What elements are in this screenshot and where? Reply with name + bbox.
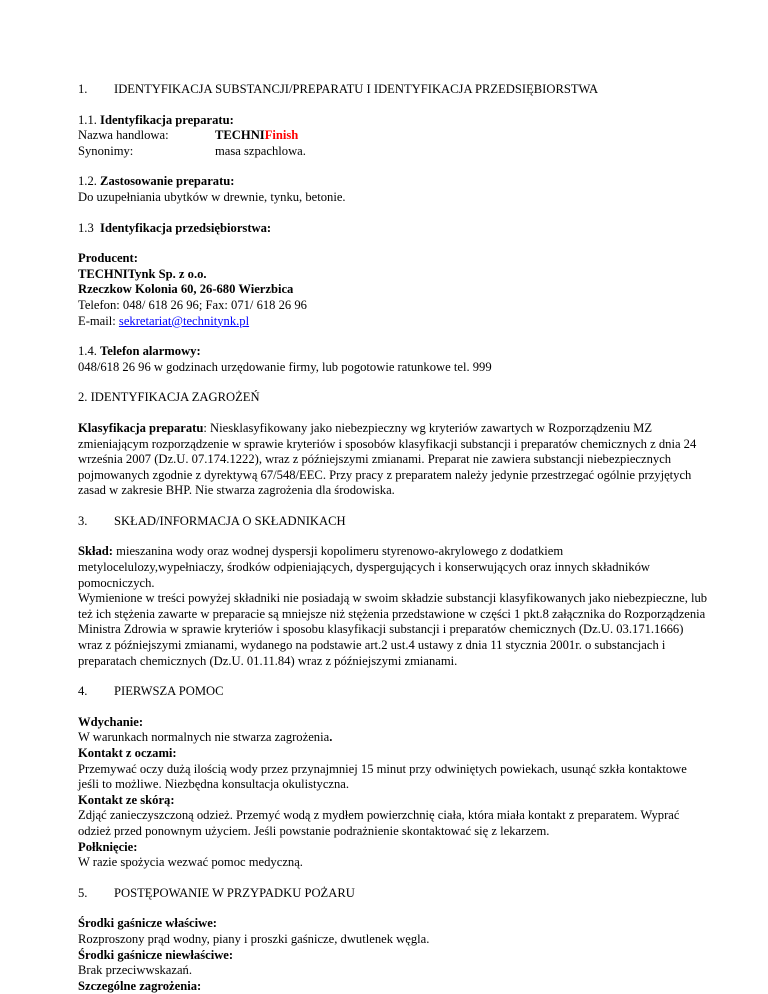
producer-block (78, 251, 708, 329)
section-number: 3. (78, 513, 88, 528)
company-email: E-mail: sekretariat@technitynk.pl (78, 313, 250, 328)
section-title: IDENTYFIKACJA SUBSTANCJI/PREPARATU I IDENTYFIKACJA PRZEDSIĘBIORSTWA (114, 82, 599, 96)
synonyms-label: Synonimy: (78, 143, 134, 158)
producer-label: Producent: (78, 251, 138, 266)
subsection-heading: 1.4. Telefon alarmowy: (78, 344, 201, 359)
section-1-1 (78, 113, 708, 160)
section-3-text: Skład: mieszanina wody oraz wodnej dyspersji kopolimeru styrenowo-akrylowego z dodatkiem metylocelulozy,wypełniaczy, środków odpieniających, dyspergujących i konserwujących oraz innych składników pomocniczych. Wymienione w treści powyżej składniki nie posiadają w swoim składzie substancji klasyfikowanych jako niebezpieczne, lub też ich stężenia zawarte w preparacie są mniejsze niż stężenia przedstawione w części 1 pkt.8 załącznika do Rozporządzenia Ministra Zdrowia w sprawie kryteriów i sposobu klasyfikacji substancji i preparatów chemicznych (Dz.U. 03.171.1666) wraz z późniejszymi zmianami, wydanego na podstawie art.2 ust.4 ustawy z dnia 11 stycznia 2001r. o substancjach i preparatach chemicznych (Dz.U. 01.11.84) wraz z późniejszymi zmianami. (78, 544, 708, 668)
section-1-4 (78, 344, 708, 375)
section-title: PIERWSZA POMOC (114, 684, 224, 699)
subsection-heading: 1.2. Zastosowanie preparatu: (78, 174, 235, 189)
section-3-heading (78, 514, 708, 530)
email-link[interactable]: sekretariat@technitynk.pl (118, 313, 250, 328)
section-1-heading (78, 82, 708, 98)
subsection-heading: 1.3 Identyfikacja przedsiębiorstwa: (78, 220, 272, 235)
synonyms-value: masa szpachlowa. (215, 143, 306, 158)
trade-name-value: TECHNIFinish (215, 128, 299, 143)
section-1-3 (78, 221, 708, 237)
company-phone: Telefon: 048/ 618 26 96; Fax: 071/ 618 26 96 (78, 297, 307, 312)
section-2-heading: 2. IDENTYFIKACJA ZAGROŻEŃ (78, 390, 260, 405)
section-2-text: Klasyfikacja preparatu: Niesklasyfikowany jako niebezpieczny wg kryteriów zawartych w Rozporządzeniu MZ zmieniającym rozporządzenie w sprawie kryteriów i sposobów klasyfikacji substancji i preparatów chemicznych z dnia 24 września 2007 (Dz.U. 07.174.1222), wraz z późniejszymi zmianami. Preparat nie zawiera substancji niebezpiecznych pojmowanych zgodnie z dyrektywą 67/548/EEC. Przy pracy z preparatem należy jedynie przestrzegać ogólnie przyjętych zasad w zakresie BHP. Nie stwarza zagrożenia dla środowiska. (78, 420, 697, 498)
subsection-heading: 1.1. Identyfikacja preparatu: (78, 112, 234, 127)
section-title: POSTĘPOWANIE W PRZYPADKU POŻARU (114, 885, 355, 900)
section-5-heading (78, 886, 708, 902)
trade-name-label: Nazwa handlowa: (78, 128, 169, 143)
section-4-text: Wdychanie: W warunkach normalnych nie stwarza zagrożenia. Kontakt z oczami: Przemywać oczy dużą ilością wody przez przynajmniej 15 minut przy odwiniętych powiekach, usunąć szkła kontaktowe jeśli to możliwe. Niezbędna konsultacja okulistyczna. Kontakt ze skórą: Zdjąć zanieczyszczoną odzież. Przemyć wodą z mydłem powierzchnię ciała, która miała kontakt z preparatem. Wyprać odzież przed ponownym użyciem. Jeśli powstanie podrażnienie skontaktować się z lekarzem. Połknięcie: W razie spożycia wezwać pomoc medyczną. (78, 714, 687, 870)
synonyms-row (78, 144, 708, 160)
company-address: Rzeczkow Kolonia 60, 26-680 Wierzbica (78, 282, 294, 297)
section-title: SKŁAD/INFORMACJA O SKŁADNIKACH (114, 513, 346, 528)
emergency-text: 048/618 26 96 w godzinach urzędowanie firmy, lub pogotowie ratunkowe tel. 999 (78, 359, 492, 374)
usage-text: Do uzupełniania ubytków w drewnie, tynku, betonie. (78, 189, 346, 204)
section-5-text: Środki gaśnicze właściwe: Rozproszony prąd wodny, piany i proszki gaśnicze, dwutlenek węgla. Środki gaśnicze niewłaściwe: Brak przeciwwskazań. Szczególne zagrożenia: (78, 916, 430, 993)
section-number: 1. (78, 82, 88, 96)
section-1-2 (78, 174, 708, 205)
section-number: 5. (78, 885, 88, 900)
company-name: TECHNITynk Sp. z o.o. (78, 266, 207, 281)
section-4-heading (78, 684, 708, 700)
trade-name-row (78, 128, 708, 144)
section-number: 4. (78, 684, 88, 699)
